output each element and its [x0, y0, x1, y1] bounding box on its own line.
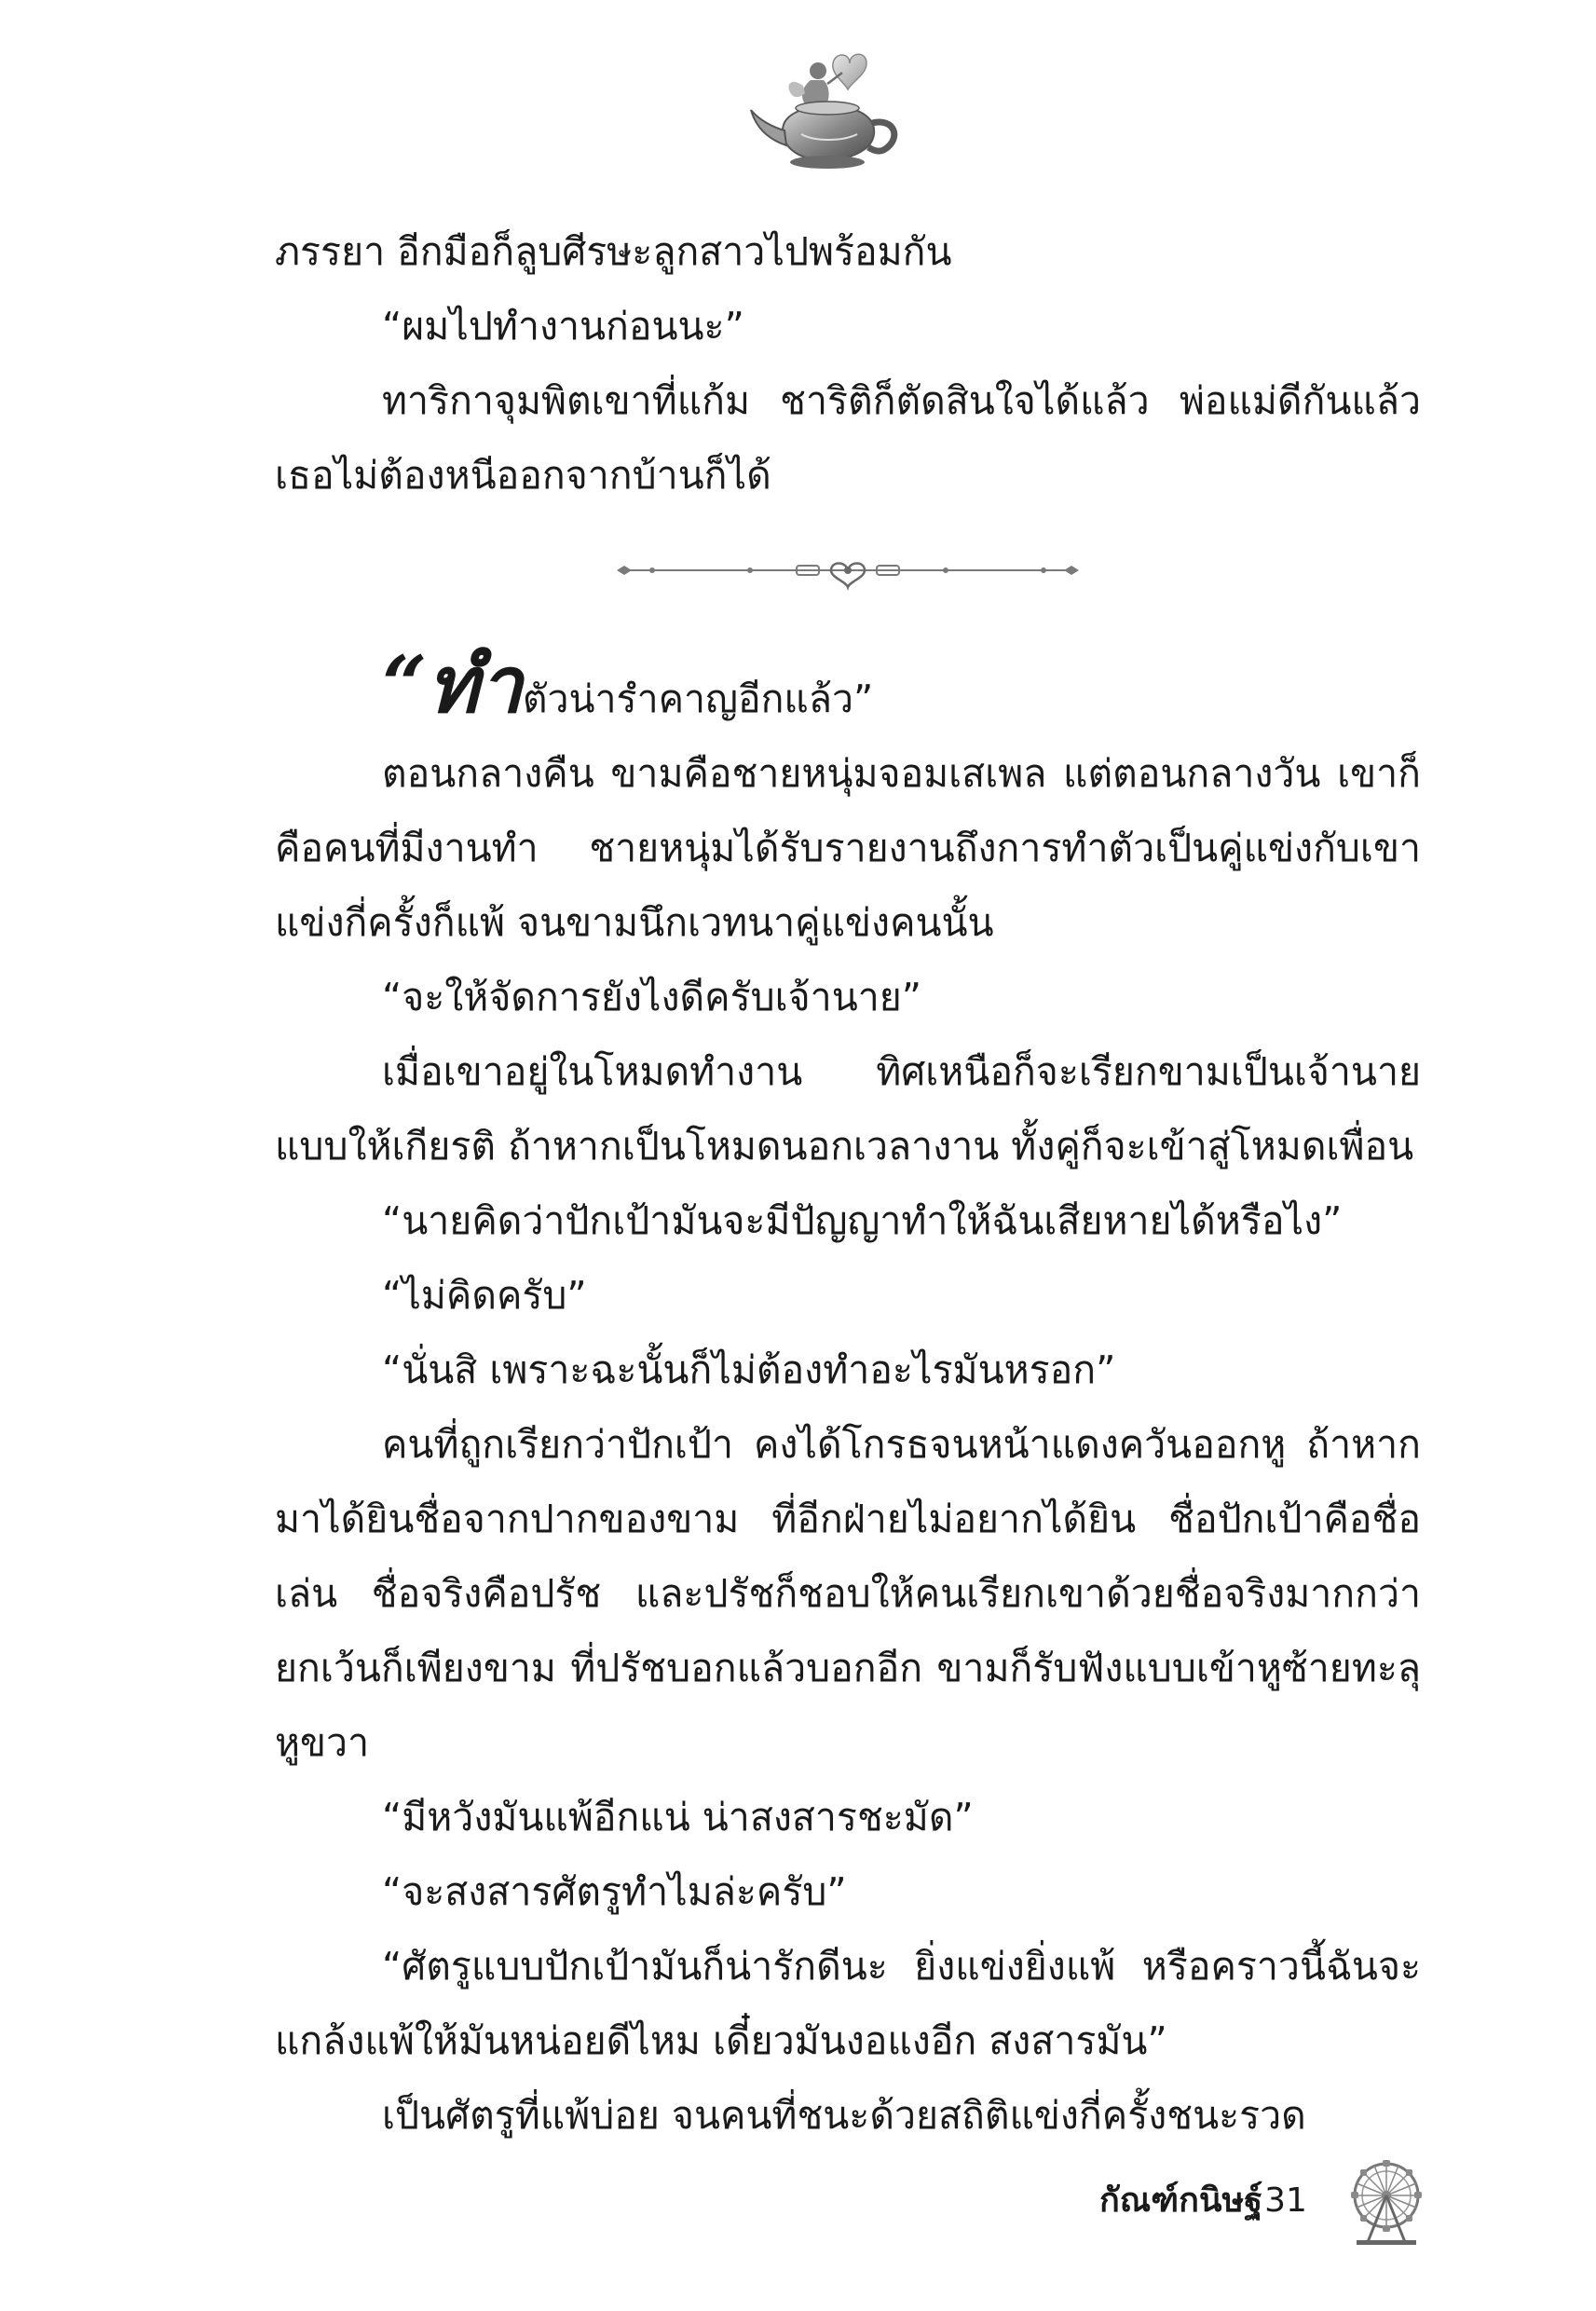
- page-footer: [1099, 2154, 1500, 2248]
- section1-paragraph-1: ภรรยา อีกมือก็ลูบศีรษะลูกสาวไปพร้อมกัน: [275, 229, 952, 274]
- section1-paragraph-3: ทาริกาจุมพิตเขาที่แก้ม ชาริติก็ตัดสินใจได้แล้ว พ่อแม่ดีกันแล้ว เธอไม่ต้องหนีออกจากบ้านก็ได้: [275, 378, 1421, 498]
- section1-paragraph-2: “ผมไปทำงานก่อนนะ”: [382, 304, 744, 349]
- section2-paragraph-2: “จะให้จัดการยังไงดีครับเจ้านาย”: [382, 975, 922, 1019]
- section2-paragraph-8: “มีหวังมันแพ้อีกแน่ น่าสงสารชะมัด”: [382, 1795, 974, 1839]
- section2-paragraph-6: “นั่นสิ เพราะฉะนั้นก็ไม่ต้องทำอะไรมันหรอก”: [382, 1347, 1116, 1392]
- opening-line-rest: ตัวน่ารำคาญอีกแล้ว”: [522, 677, 874, 721]
- page-number: 31: [1264, 2181, 1307, 2220]
- section2-paragraph-1: ตอนกลางคืน ขามคือชายหนุ่มจอมเสเพล แต่ตอนกลางวัน เขาก็คือคนที่มีงานทำ ชายหนุ่มได้รับรายงานถึงการทำตัวเป็นคู่แข่งกับเขา แข่งกี่ครั้งก็แพ้ จนขามนึกเวทนาคู่แข่งคนนั้น: [275, 751, 1421, 945]
- section2-paragraph-11: เป็นศัตรูที่แพ้บ่อย จนคนที่ชนะด้วยสถิติแข่งกี่ครั้งชนะรวด: [382, 2093, 1306, 2138]
- section2-paragraph-10: “ศัตรูแบบปักเป้ามันก็น่ารักดีนะ ยิ่งแข่งยิ่งแพ้ หรือคราวนี้ฉันจะแกล้งแพ้ให้มันหน่อยดีไหม เดี๋ยวมันงอแงอีก สงสารมัน”: [275, 1944, 1421, 2063]
- ferris-wheel-icon: [1340, 2154, 1433, 2248]
- ornamental-divider-icon: [615, 548, 1081, 595]
- section2-paragraph-7: คนที่ถูกเรียกว่าปักเป้า คงได้โกรธจนหน้าแดงควันออกหู ถ้าหากมาได้ยินชื่อจากปากของขาม ที่อีกฝ่ายไม่อยากได้ยิน ชื่อปักเป้าคือชื่อเล่น ชื่อจริงคือปรัช และปรัชก็ชอบให้คนเรียกเขาด้วยชื่อจริงมากกว่า ยกเว้นก็เพียงขาม ที่ปรัชบอกแล้วบอกอีก ขามก็รับฟังแบบเข้าหูซ้ายทะลุหูขวา: [275, 1422, 1421, 1765]
- section2-paragraph-5: “ไม่คิดครับ”: [382, 1273, 587, 1318]
- section2-paragraph-9: “จะสงสารศัตรูทำไมล่ะครับ”: [382, 1869, 847, 1914]
- section2-text: [275, 736, 1421, 2153]
- section2-paragraph-3: เมื่อเขาอยู่ในโหมดทำงาน ทิศเหนือก็จะเรียกขามเป็นเจ้านายแบบให้เกียรติ ถ้าหากเป็นโหมดนอกเวลางาน ทั้งคู่ก็จะเข้าสู่โหมดเพื่อน: [275, 1049, 1421, 1169]
- teapot-cupid-icon: [745, 45, 908, 185]
- chapter-opening-line: [382, 634, 1425, 736]
- drop-cap-word: “ทำ: [382, 638, 523, 731]
- book-title: กัณฑ์กนิษฐ์: [1099, 2181, 1263, 2220]
- section2-paragraph-4: “นายคิดว่าปักเป้ามันจะมีปัญญาทำให้ฉันเสียหายได้หรือไง”: [382, 1198, 1343, 1243]
- section1-text: [275, 214, 1421, 513]
